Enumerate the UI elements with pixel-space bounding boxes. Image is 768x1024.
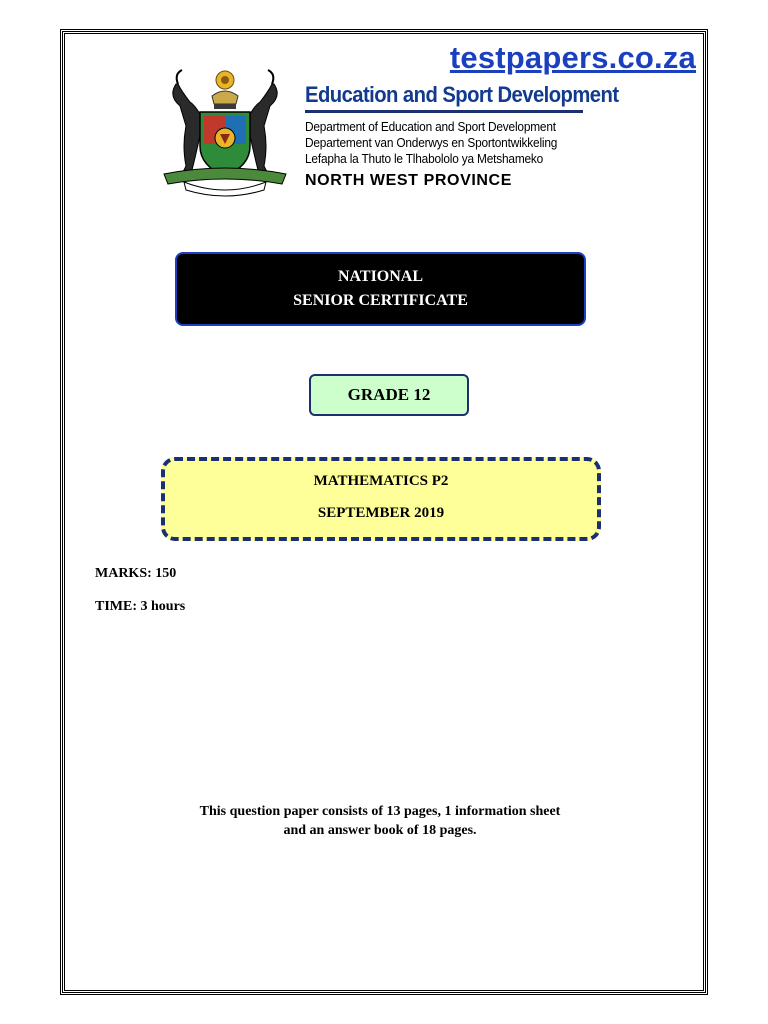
department-title: Education and Sport Development	[305, 82, 619, 107]
department-name-english: Department of Education and Sport Development	[305, 120, 556, 134]
page-count-note	[160, 802, 600, 840]
page-count-line-1: This question paper consists of 13 pages, 1 information sheet	[199, 804, 561, 819]
page-count-line-2: and an answer book of 18 pages.	[283, 823, 477, 838]
grade-badge: GRADE 12	[309, 374, 469, 416]
department-name-afrikaans: Departement van Onderwys en Sportontwikkeling	[305, 136, 558, 150]
province-name: NORTH WEST PROVINCE	[305, 172, 512, 189]
certificate-line-senior: SENIOR CERTIFICATE	[293, 292, 468, 309]
department-header	[305, 82, 646, 190]
department-title-rule	[305, 110, 583, 113]
exam-session: SEPTEMBER 2019	[317, 505, 445, 521]
coat-of-arms-logo	[156, 66, 294, 198]
marks-total: MARKS: 150	[95, 566, 177, 581]
subject-name: MATHEMATICS P2	[313, 473, 449, 489]
subject-banner	[161, 457, 601, 541]
department-name-setswana: Lefapha la Thuto le Tlhabololo ya Metshameko	[305, 152, 544, 166]
certificate-banner	[175, 252, 586, 326]
certificate-line-national: NATIONAL	[337, 268, 424, 285]
watermark-link[interactable]: testpapers.co.za	[449, 40, 696, 75]
time-allowed: TIME: 3 hours	[95, 599, 186, 614]
